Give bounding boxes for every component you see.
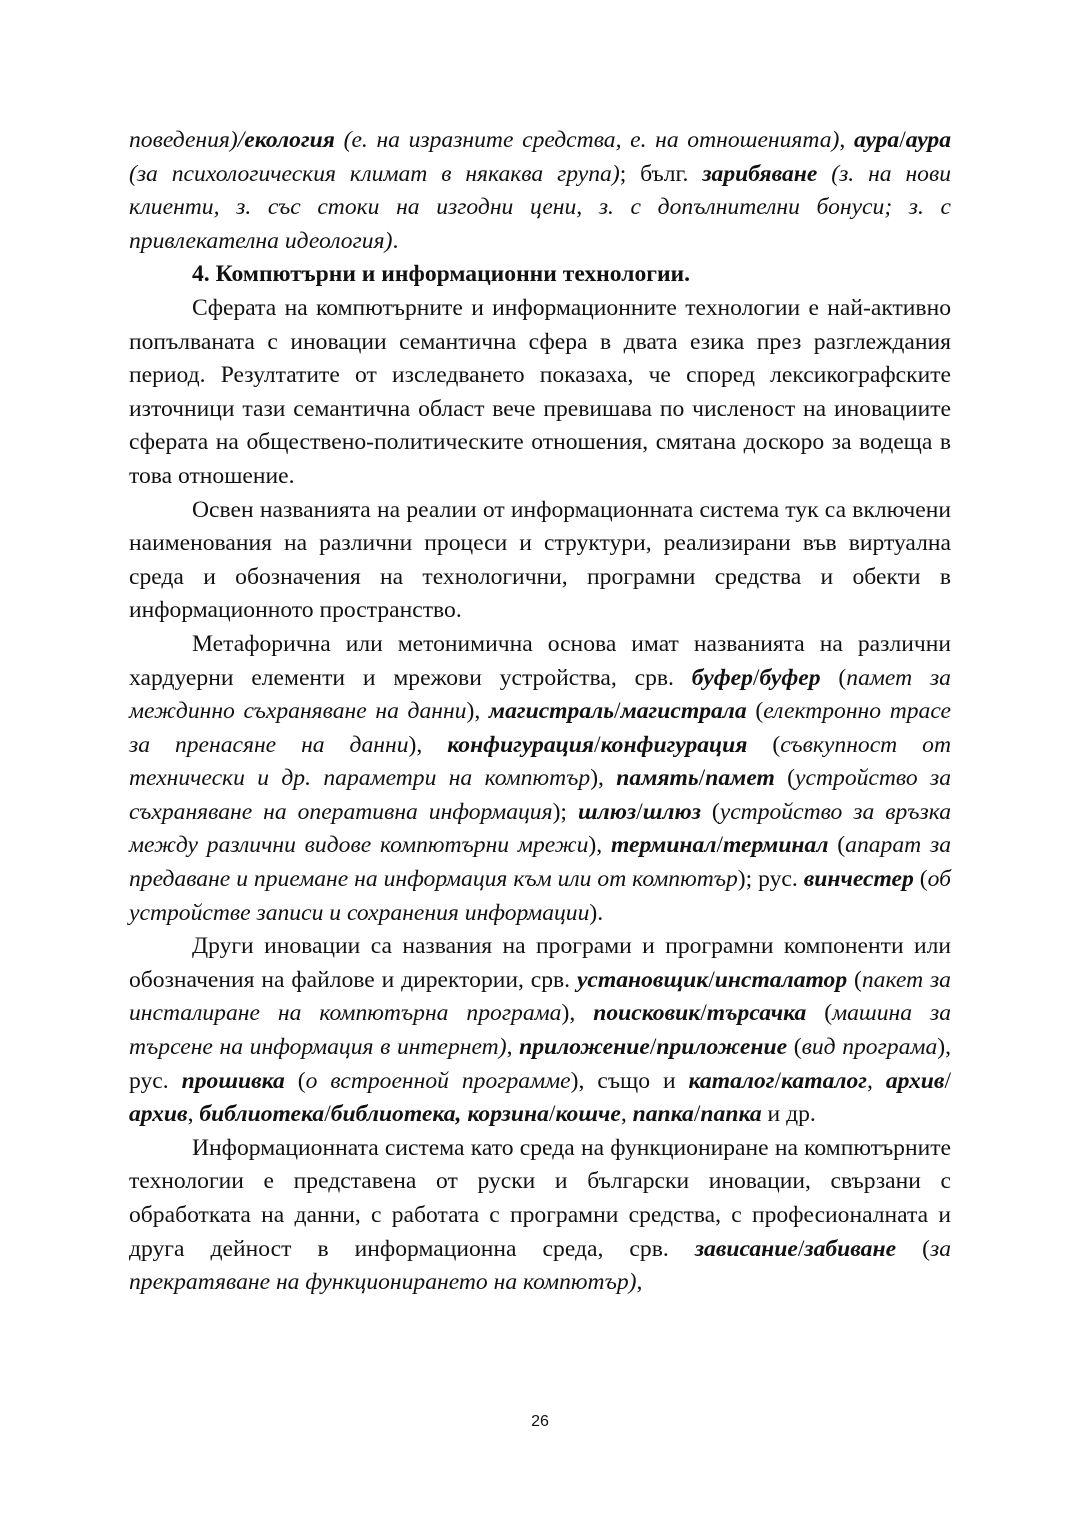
term: търсачка <box>706 1000 807 1027</box>
gloss: електронно трасе за пренасяне на данни <box>129 698 951 758</box>
gloss: (е. на изразните средства, е. на отношенията) <box>334 127 840 153</box>
gloss: памет за междинно съхраняване на данни <box>129 664 951 725</box>
term: установщик <box>576 966 709 993</box>
gloss: (за психологическия климат в някаква група) <box>129 160 620 187</box>
text-run: и др. <box>761 1101 816 1128</box>
term: архив <box>129 1101 188 1128</box>
text-run: / <box>324 1101 331 1128</box>
text-run: ; бълг. <box>619 160 703 187</box>
term: екология <box>244 127 335 153</box>
text-run: / <box>636 798 643 825</box>
text-run: ), <box>588 832 612 859</box>
term: терминал <box>611 832 717 859</box>
term: конфигурация <box>600 731 748 758</box>
term: магистрала <box>620 698 747 725</box>
text-run: , <box>506 1034 520 1061</box>
gloss: устройство за връзка между различни видове компютърни мрежи <box>129 798 951 859</box>
text-run: Сферата на компютърните и информационните технологии е най-активно попълваната с иновации семантична сфера в двата езика през разглеждания период. Резултатите от изследването показаха, че според лексикографските източници тази семантична област вече превишава по численост на иновациите сферата на обществено-политическите отношения, смятана доскоро за водеща в това отношение. <box>129 294 951 489</box>
gloss: за прекратяване на функционирането на компютър), <box>129 1235 951 1296</box>
text-run: ), <box>590 765 617 792</box>
page-body <box>129 124 951 1300</box>
gloss: (з. на нови клиенти, з. със стоки на изгодни цени, з. с допълнителни бонуси; з. с привлекателна идеология) <box>129 160 952 254</box>
text-run: , <box>620 1101 633 1128</box>
paragraph <box>129 292 951 494</box>
text-run: ( <box>747 731 781 758</box>
text-run: / <box>698 765 706 792</box>
gloss: вид програма <box>801 1034 938 1061</box>
term: зарибяване <box>702 160 818 187</box>
gloss: машина за търсене на информация в интернет) <box>129 1000 951 1061</box>
term: зависание <box>694 1235 798 1262</box>
text-run: 4. Компютърни и информационни технологии. <box>192 261 691 288</box>
text-run: . <box>392 227 399 254</box>
term: архив <box>885 1067 945 1094</box>
term: терминал <box>723 832 829 859</box>
text-run: Информационната система като среда на функциониране на компютърните технологии е представена от руски и български иновации, свързани с обработката на данни, с работата с програмни средства, с професионалната и друга дейност в информационна среда, срв. <box>129 1134 951 1262</box>
text-run: ), <box>408 731 448 758</box>
gloss: пакет за инсталиране на компютърна програма <box>129 966 951 1027</box>
term: каталог <box>688 1067 775 1094</box>
text-run: ( <box>806 1000 833 1027</box>
gloss: апарат за предаване и приемане на информация към или от компютър <box>129 832 951 893</box>
term: шлюз <box>577 798 637 825</box>
text-run: / <box>752 664 760 691</box>
gloss: устройство за съхраняване на оперативна информация <box>129 765 952 825</box>
text-run: ); <box>552 798 578 825</box>
text-run: ), рус. <box>129 1034 952 1094</box>
text-run: / <box>899 127 906 153</box>
page-number: 26 <box>531 1413 549 1430</box>
section-heading <box>129 258 951 292</box>
text-run: ( <box>284 1067 306 1094</box>
gloss: поведения)/ <box>129 127 245 153</box>
text-run: / <box>594 731 601 758</box>
text-run: ), <box>561 1000 594 1027</box>
text-run: ( <box>913 866 928 893</box>
term: каталог <box>781 1067 867 1094</box>
text-run: Метафорична или метонимична основа имат названията на различни хардуерни елементи и мрежови устройства, срв. <box>129 630 951 691</box>
text-run: ). <box>589 899 604 926</box>
text-run: , <box>187 1101 200 1128</box>
text-run: / <box>797 1235 805 1262</box>
text-run: ), също и <box>570 1067 689 1094</box>
term: библиотека <box>199 1101 325 1128</box>
text-run: / <box>700 1000 707 1027</box>
term: шлюз <box>642 798 701 825</box>
paragraph <box>129 628 951 930</box>
term: прошивка <box>181 1067 285 1094</box>
text-run: ); рус. <box>737 866 804 893</box>
term: аура <box>905 127 951 153</box>
term: памет <box>705 765 775 792</box>
text-run: / <box>693 1101 701 1128</box>
text-run: , <box>866 1067 886 1094</box>
term: поисковик <box>593 1000 701 1027</box>
text-run: / <box>716 832 724 859</box>
term: приложение <box>519 1034 650 1061</box>
text-run: Други иновации са названия на програми и програмни компоненти или обозначения на файлове и директории, срв. <box>129 933 951 993</box>
text-run: ( <box>896 1235 930 1262</box>
term: инсталатор <box>714 966 848 993</box>
term: папка <box>632 1101 694 1128</box>
text-run: ( <box>774 765 796 792</box>
text-run: Освен названията на реалии от информационната система тук са включени наименования на различни процеси и структури, реализирани във виртуална среда и обозначения на технологични, програмни средства и обекти в информационното пространство. <box>129 496 951 624</box>
gloss: съвкупност от технически и др. параметри на компютър <box>129 731 952 792</box>
term: магистраль <box>488 698 615 725</box>
term: аура <box>853 127 900 153</box>
text-run: / <box>548 1101 556 1128</box>
gloss: об устройстве записи и сохранения информации <box>129 866 951 926</box>
term: винчестер <box>803 866 914 893</box>
text-run: ( <box>746 698 764 725</box>
term: забиване <box>804 1235 897 1262</box>
gloss: о встроенной программе <box>305 1067 571 1094</box>
paragraph <box>129 1132 951 1300</box>
term: буфер <box>691 664 753 691</box>
paragraph-continuation <box>129 124 951 258</box>
text-run: ), <box>466 698 489 725</box>
text-run: / <box>774 1067 782 1094</box>
term: память <box>616 765 699 792</box>
paragraph <box>129 930 951 1132</box>
text-run: / <box>708 966 715 993</box>
text-run: ( <box>847 966 862 993</box>
term: библиотека, корзина <box>330 1101 549 1128</box>
text-run: ( <box>820 664 847 691</box>
term: приложение <box>656 1034 788 1061</box>
text-run: / <box>614 698 621 725</box>
term: папка <box>700 1101 762 1128</box>
term: буфер <box>759 664 821 691</box>
paragraph <box>129 494 951 628</box>
text-run: ( <box>787 1034 802 1061</box>
text-run: ( <box>700 798 720 825</box>
text-run: ( <box>828 832 846 859</box>
text-run: / <box>649 1034 657 1061</box>
text-run: , <box>839 127 854 153</box>
term: конфигурация <box>447 731 595 758</box>
term: кошче <box>555 1101 621 1128</box>
text-run: / <box>944 1067 951 1094</box>
